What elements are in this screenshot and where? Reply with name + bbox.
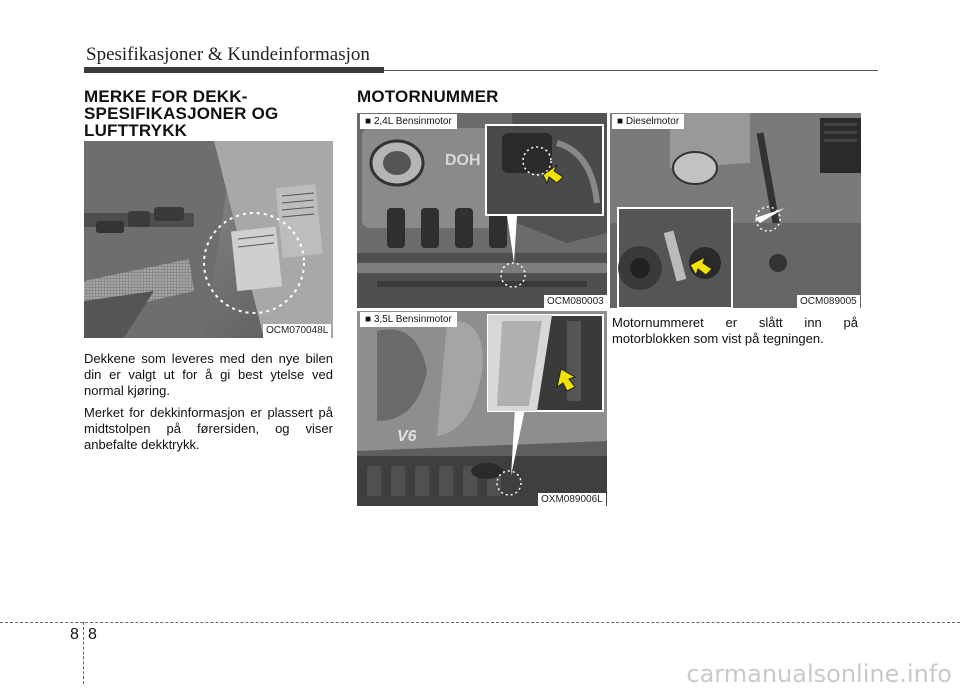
watermark: carmanualsonline.info [686, 660, 952, 688]
tire-label-photo [84, 141, 333, 338]
page-header-title: Spesifikasjoner & Kundeinformasjon [86, 44, 370, 65]
tire-description [84, 351, 333, 459]
engine-code-3-5l: OXM089006L [538, 493, 606, 507]
engine-label-3-5l: ■ 3,5L Bensinmotor [360, 312, 457, 327]
header-bar [84, 67, 384, 73]
footer-divider [0, 622, 960, 623]
tire-paragraph-1: Dekkene som leveres med den nye bilen din er valgt ut for å gi best ytelse ved normal kjøring. [84, 351, 333, 398]
doh-badge: DOH [445, 152, 481, 169]
tire-title-line-2: SPESIFIKASJONER OG [84, 104, 279, 123]
engine-code-diesel: OCM089005 [797, 295, 860, 309]
tire-title-line-1: MERKE FOR DEKK- [84, 87, 248, 106]
engine-description [612, 315, 858, 353]
engine-photo-3-5l [357, 311, 607, 506]
engine-photo-diesel [610, 113, 861, 308]
tire-title-line-3: LUFTTRYKK [84, 121, 188, 140]
engine-label-2-4l: ■ 2,4L Bensinmotor [360, 114, 457, 129]
tire-section-title [84, 88, 278, 139]
engine-code-2-4l: OCM080003 [544, 295, 607, 309]
footer-vertical-divider [83, 622, 84, 684]
engine-section-title: MOTORNUMMER [357, 87, 499, 106]
engine-label-diesel: ■ Dieselmotor [612, 114, 684, 129]
page-number: 8 [88, 626, 97, 643]
tire-paragraph-2: Merket for dekkinformasjon er plassert på midtstolpen på førersiden, og viser anbefalte dekktrykk. [84, 405, 333, 452]
v6-badge: V6 [397, 428, 417, 445]
page-section-number: 8 [70, 626, 79, 643]
tire-photo-code: OCM070048L [263, 324, 331, 338]
header-line [384, 70, 878, 71]
engine-paragraph: Motornummeret er slått inn på motorblokken som vist på tegningen. [612, 315, 858, 346]
engine-photo-2-4l [357, 113, 607, 308]
